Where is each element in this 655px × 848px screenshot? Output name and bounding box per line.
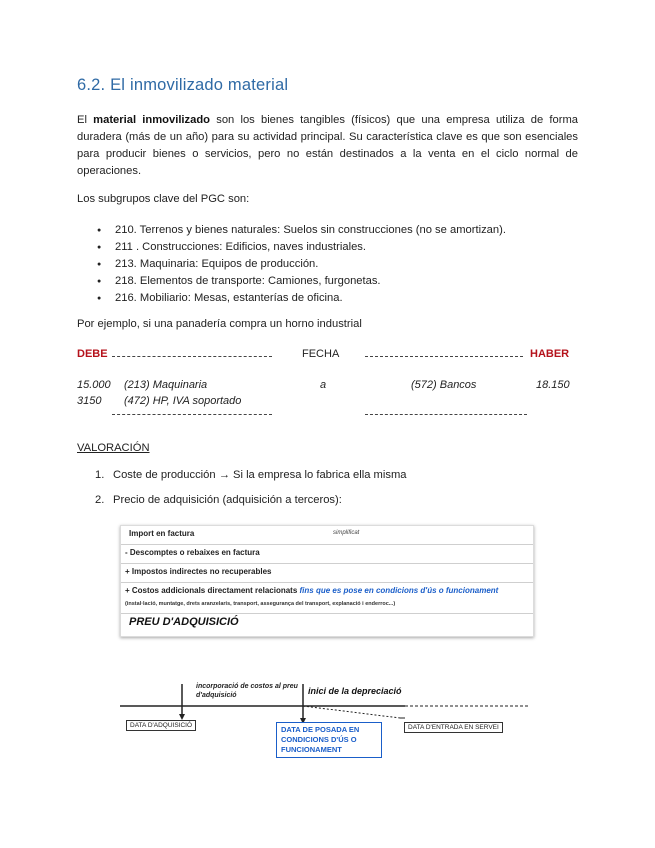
total-label: PREU D'ADQUISICIÓ: [129, 616, 239, 628]
list-item: [95, 494, 342, 506]
credit-amount: 18.150: [536, 379, 570, 391]
price-table: [120, 525, 534, 637]
row-note: simplificat: [333, 530, 360, 536]
list-item: ● 210. Terrenos y bienes naturales: Suelos sin construcciones (no se amortizan).: [77, 222, 506, 239]
row4-prefix: + Costos addicionals directament relacionats: [125, 586, 300, 595]
row4-small: (instal·lació, muntatge, drets aranzelaris, transport, assegurança del transport, explanació i enderroc...): [125, 601, 396, 607]
timeline-diagram: [120, 670, 540, 770]
valoracion-heading: VALORACIÓN: [77, 442, 150, 454]
table-row: [121, 548, 533, 564]
item-text: Coste de producción → Si la empresa lo fabrica ella misma: [113, 469, 407, 481]
table-row: [121, 585, 533, 614]
item-text: Precio de adquisición (adquisición a terceros):: [113, 494, 342, 506]
acquisition-date-box: DATA D'ADQUISICIÓ: [126, 720, 196, 731]
posada-date-box: DATA DE POSADA EN CONDICIONS D'ÚS O FUNCIONAMENT: [276, 722, 382, 758]
costs-note: incorporació de costos al preu d'adquisició: [196, 683, 298, 699]
section-title: 6.2. El inmovilizado material: [77, 76, 289, 94]
divider: [112, 356, 272, 357]
intro-before: El: [77, 114, 94, 126]
list-item: ● 216. Mobiliario: Mesas, estanterías de oficina.: [77, 290, 506, 307]
debit-account: (472) HP, IVA soportado: [124, 395, 242, 407]
intro-after: son los bienes tangibles (físicos) que una empresa utiliza de forma duradera (más de un año) para su actividad principal. Su característica clave es que son esenciales para producir bienes o servicios, pero no están destinados a la venta en el ciclo normal de operaciones.: [77, 114, 578, 177]
haber-label: HABER: [530, 348, 570, 360]
row-label: [125, 585, 527, 610]
entrada-date-box: DATA D'ENTRADA EN SERVEI: [404, 722, 503, 733]
row4-blue: fins que es pose en condicions d'ús o funcionament: [299, 586, 499, 595]
item-number: 1.: [95, 469, 105, 481]
subgroups-list: [77, 222, 506, 307]
fecha-label: FECHA: [302, 348, 340, 360]
debit-account: (213) Maquinaria: [124, 379, 208, 391]
row-label: - Descomptes o rebaixes en factura: [125, 548, 260, 557]
intro-bold-term: material inmovilizado: [93, 114, 211, 126]
subgroups-intro: Los subgrupos clave del PGC son:: [77, 193, 250, 205]
list-item: ● 211 . Construcciones: Edificios, naves industriales.: [77, 239, 506, 256]
table-row: [121, 567, 533, 583]
divider: [365, 414, 527, 415]
divider: [365, 356, 523, 357]
list-item: ● 218. Elementos de transporte: Camiones, furgonetas.: [77, 273, 506, 290]
list-item: [95, 469, 407, 481]
row-label: + Impostos indirectes no recuperables: [125, 567, 272, 576]
debit-amount: 15.000: [77, 379, 111, 391]
table-row: [121, 529, 533, 545]
item-number: 2.: [95, 494, 105, 506]
depreciation-note: inici de la depreciació: [308, 686, 402, 696]
row-label: Import en factura: [129, 529, 195, 538]
divider: [112, 414, 272, 415]
debit-amount: 3150: [77, 395, 102, 407]
a-connector: a: [320, 379, 327, 391]
example-text: Por ejemplo, si una panadería compra un horno industrial: [77, 318, 362, 330]
intro-paragraph: [77, 112, 578, 180]
debe-label: DEBE: [77, 348, 108, 360]
list-item: ● 213. Maquinaria: Equipos de producción.: [77, 256, 506, 273]
credit-account: (572) Bancos: [411, 379, 477, 391]
